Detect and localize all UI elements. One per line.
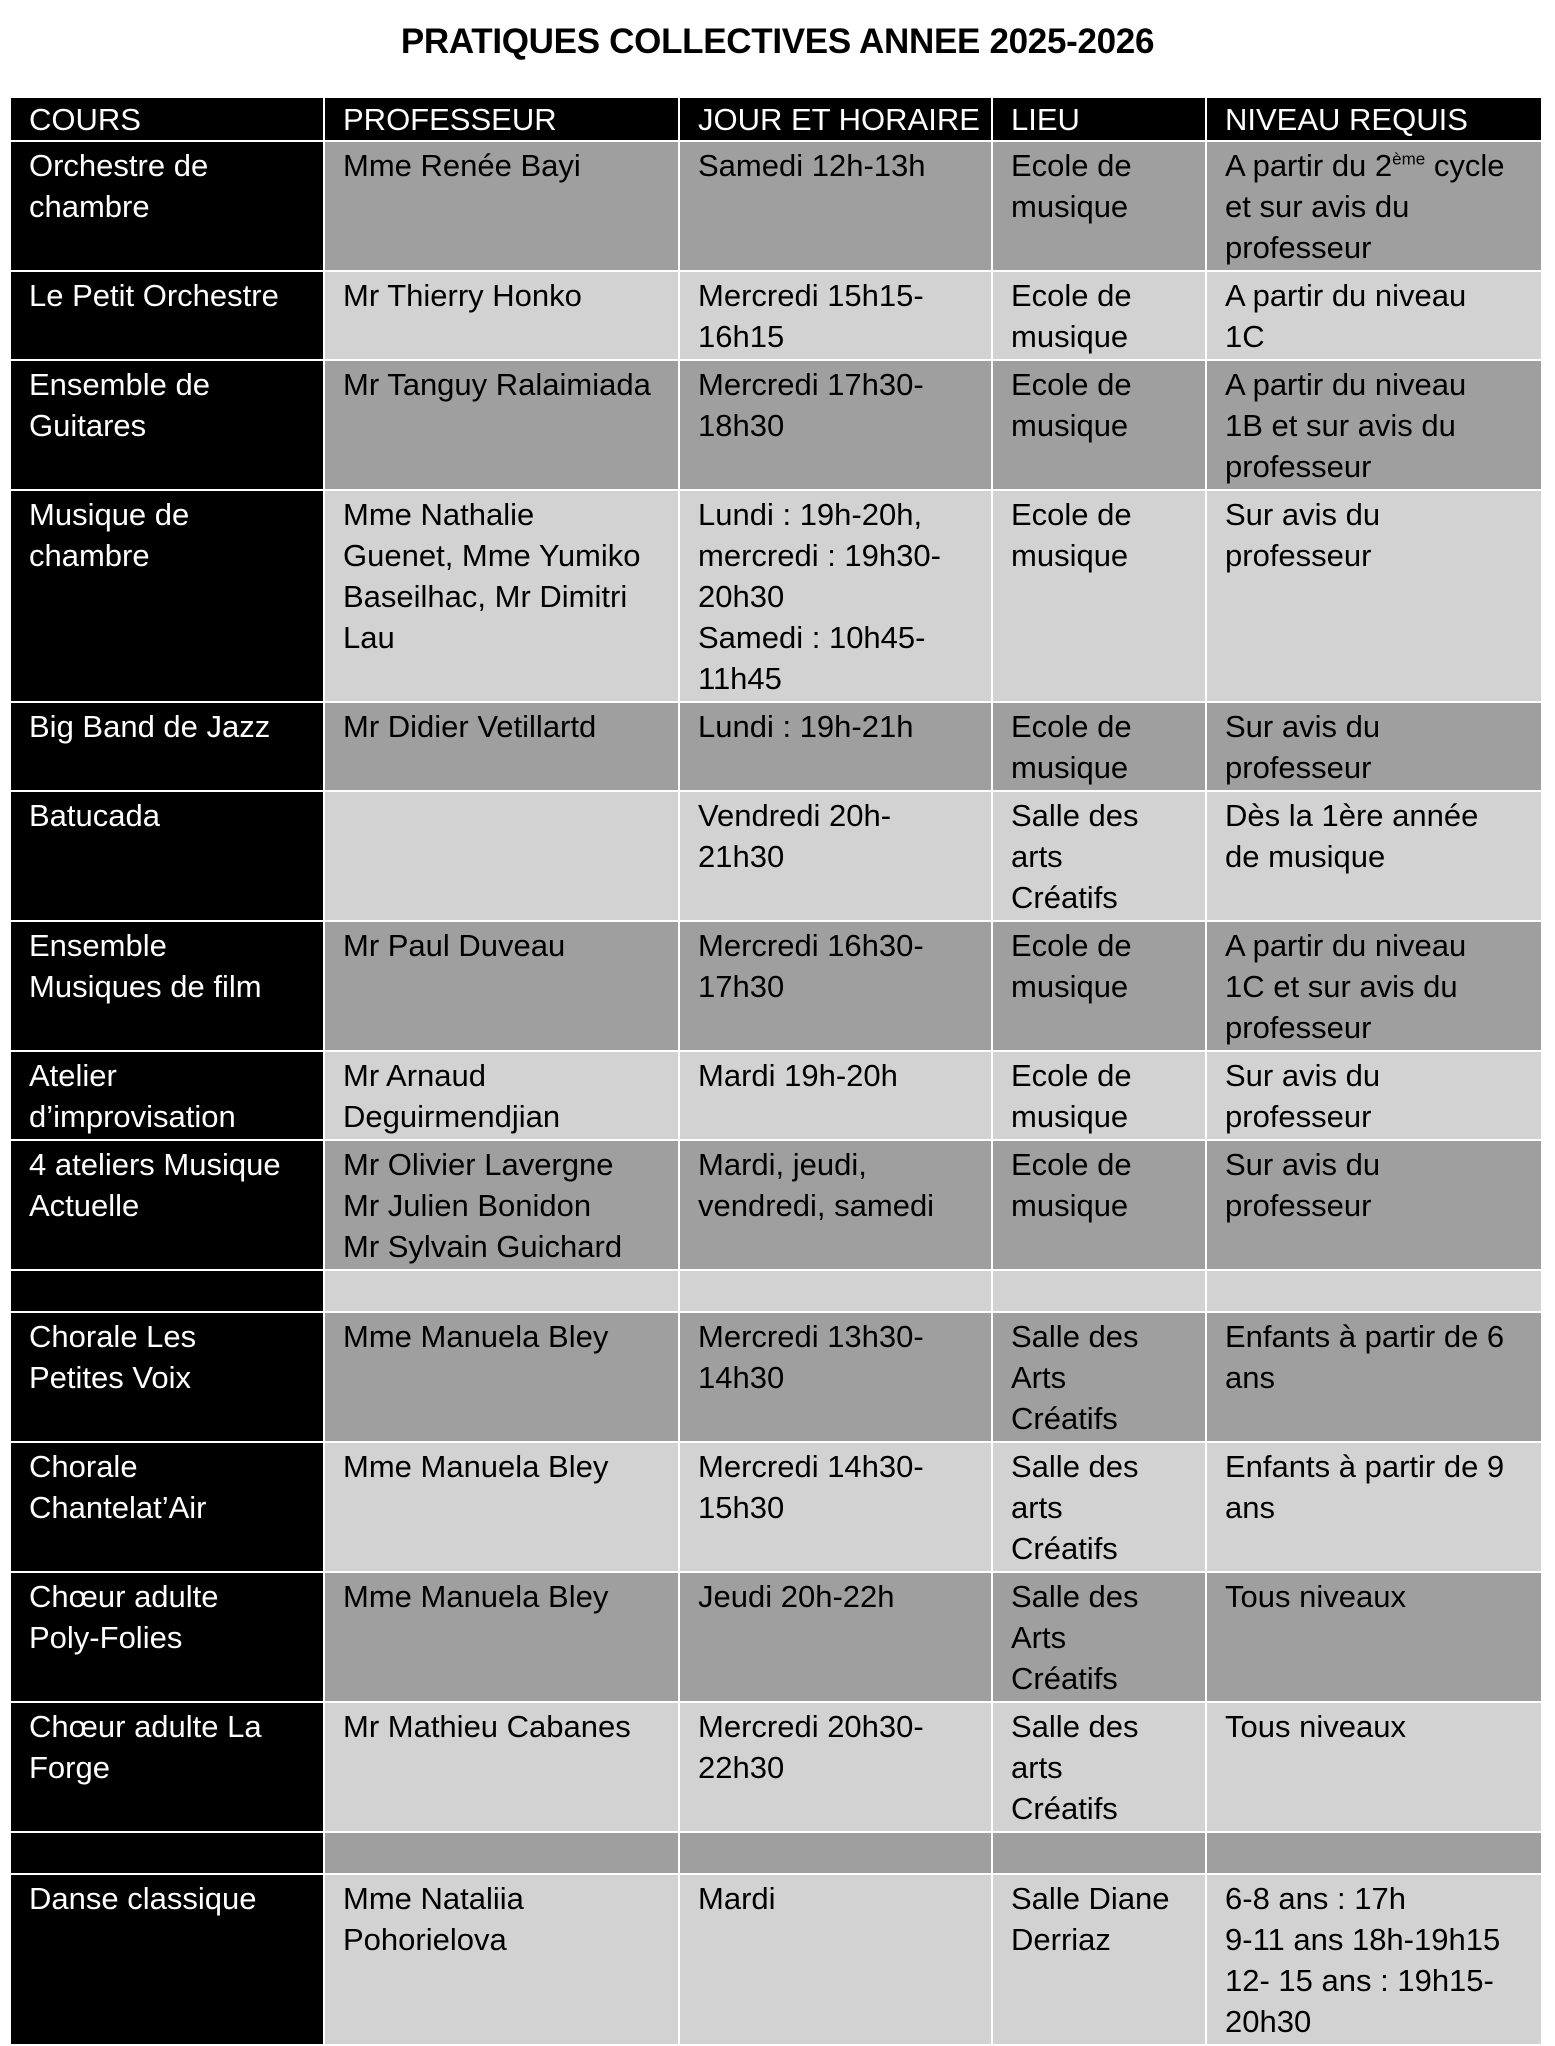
table-row (11, 1874, 1542, 2045)
table-row (11, 1572, 1542, 1702)
table-row (11, 1140, 1542, 1270)
niveau-superscript: ème (1392, 149, 1426, 169)
cell-professeur: Mr Tanguy Ralaimiada (343, 367, 651, 402)
table-row (11, 141, 1542, 271)
cell-niveau: Enfants à partir de 6 ans (1225, 1319, 1505, 1395)
cell-cours: 4 ateliers Musique Actuelle (29, 1147, 281, 1223)
header-lieu: LIEU (992, 97, 1206, 141)
cell-horaire: Samedi 12h-13h (698, 148, 926, 183)
niveau-text-start: A partir du 2 (1225, 148, 1393, 183)
cell-horaire: Lundi : 19h-21h (698, 709, 914, 744)
cell-niveau: 6-8 ans : 17h 9-11 ans 18h-19h15 12- 15 ans : 19h15- 20h30 (1225, 1881, 1501, 2039)
cell-lieu: Ecole de musique (1011, 367, 1132, 443)
cell-niveau: A partir du niveau 1C et sur avis du professeur (1225, 928, 1467, 1045)
cell-cours: Batucada (29, 798, 160, 833)
table-row (11, 702, 1542, 791)
cell-niveau: A partir du niveau 1B et sur avis du professeur (1225, 367, 1467, 484)
cell-horaire: Mercredi 15h15- 16h15 (698, 278, 924, 354)
cell-cours: Chorale Chantelat’Air (29, 1449, 207, 1525)
cell-lieu: Salle des Arts Créatifs (1011, 1579, 1139, 1696)
header-professeur: PROFESSEUR (324, 97, 679, 141)
cell-professeur: Mme Nathalie Guenet, Mme Yumiko Baseilhac, Mr Dimitri Lau (343, 497, 641, 655)
cell-lieu: Salle des arts Créatifs (1011, 1709, 1139, 1826)
cell-cours: Atelier d’improvisation (29, 1058, 236, 1134)
cell-horaire: Mardi, jeudi, vendredi, samedi (698, 1147, 935, 1223)
cell-niveau: Sur avis du professeur (1225, 1058, 1381, 1134)
courses-table (11, 96, 1543, 2046)
cell-lieu: Ecole de musique (1011, 497, 1132, 573)
header-niveau: NIVEAU REQUIS (1206, 97, 1542, 141)
header-jour-horaire: JOUR ET HORAIRE (679, 97, 992, 141)
cell-cours: Chœur adulte La Forge (29, 1709, 262, 1785)
spacer-row (11, 1270, 1542, 1312)
cell-lieu: Salle des arts Créatifs (1011, 1449, 1139, 1566)
cell-horaire: Mercredi 13h30- 14h30 (698, 1319, 924, 1395)
cell-niveau: Sur avis du professeur (1225, 709, 1381, 785)
cell-niveau: Tous niveaux (1225, 1709, 1406, 1744)
cell-horaire: Lundi : 19h-20h, mercredi : 19h30- 20h30 Samedi : 10h45- 11h45 (698, 497, 941, 696)
cell-lieu: Ecole de musique (1011, 1058, 1132, 1134)
cell-horaire: Mercredi 17h30- 18h30 (698, 367, 924, 443)
header-cours: COURS (11, 97, 324, 141)
cell-horaire: Mercredi 20h30- 22h30 (698, 1709, 924, 1785)
cell-horaire: Mercredi 14h30- 15h30 (698, 1449, 924, 1525)
cell-professeur: Mme Manuela Bley (343, 1449, 609, 1484)
cell-professeur: Mme Renée Bayi (343, 148, 581, 183)
cell-niveau: Dès la 1ère année de musique (1225, 798, 1479, 874)
cell-lieu: Ecole de musique (1011, 709, 1132, 785)
cell-lieu: Salle Diane Derriaz (1011, 1881, 1170, 1957)
table-row (11, 490, 1542, 702)
cell-lieu: Ecole de musique (1011, 928, 1132, 1004)
table-row (11, 1312, 1542, 1442)
cell-professeur: Mr Didier Vetillartd (343, 709, 597, 744)
cell-horaire: Mercredi 16h30- 17h30 (698, 928, 924, 1004)
cell-professeur: Mr Arnaud Deguirmendjian (343, 1058, 561, 1134)
cell-niveau: Enfants à partir de 9 ans (1225, 1449, 1505, 1525)
cell-professeur: Mme Manuela Bley (343, 1579, 609, 1614)
cell-horaire: Mardi (698, 1881, 776, 1916)
spacer-row (11, 1832, 1542, 1874)
cell-lieu: Salle des Arts Créatifs (1011, 1319, 1139, 1436)
cell-niveau: Sur avis du professeur (1225, 1147, 1381, 1223)
cell-cours: Ensemble de Guitares (29, 367, 210, 443)
cell-niveau (1225, 145, 1541, 268)
cell-professeur: Mr Mathieu Cabanes (343, 1709, 631, 1744)
cell-cours: Le Petit Orchestre (29, 278, 279, 313)
cell-cours: Chorale Les Petites Voix (29, 1319, 197, 1395)
cell-cours: Danse classique (29, 1881, 257, 1916)
cell-niveau: A partir du niveau 1C (1225, 278, 1467, 354)
cell-horaire: Mardi 19h-20h (698, 1058, 898, 1093)
table-row (11, 1051, 1542, 1140)
cell-niveau: Tous niveaux (1225, 1579, 1406, 1614)
cell-horaire: Vendredi 20h- 21h30 (698, 798, 892, 874)
cell-lieu: Ecole de musique (1011, 278, 1132, 354)
cell-professeur: Mme Nataliia Pohorielova (343, 1881, 524, 1957)
table-row (11, 921, 1542, 1051)
table-header-row (11, 97, 1542, 141)
table-row (11, 271, 1542, 360)
cell-niveau: Sur avis du professeur (1225, 497, 1381, 573)
table-row (11, 1702, 1542, 1832)
niveau-text-end: cycle et sur avis du professeur (1225, 148, 1505, 265)
cell-cours: Big Band de Jazz (29, 709, 271, 744)
cell-lieu: Ecole de musique (1011, 148, 1132, 224)
cell-cours: Chœur adulte Poly-Folies (29, 1579, 219, 1655)
cell-professeur: Mr Olivier Lavergne Mr Julien Bonidon Mr Sylvain Guichard (343, 1147, 623, 1264)
cell-cours: Ensemble Musiques de film (29, 928, 262, 1004)
cell-professeur: Mr Paul Duveau (343, 928, 566, 963)
table-row (11, 360, 1542, 490)
cell-professeur: Mme Manuela Bley (343, 1319, 609, 1354)
cell-cours: Musique de chambre (29, 497, 190, 573)
cell-lieu: Ecole de musique (1011, 1147, 1132, 1223)
cell-lieu: Salle des arts Créatifs (1011, 798, 1139, 915)
cell-professeur: Mr Thierry Honko (343, 278, 582, 313)
table-row (11, 791, 1542, 921)
page-title: PRATIQUES COLLECTIVES ANNEE 2025-2026 (400, 22, 1155, 61)
table-row (11, 1442, 1542, 1572)
cell-cours: Orchestre de chambre (29, 148, 209, 224)
cell-horaire: Jeudi 20h-22h (698, 1579, 895, 1614)
